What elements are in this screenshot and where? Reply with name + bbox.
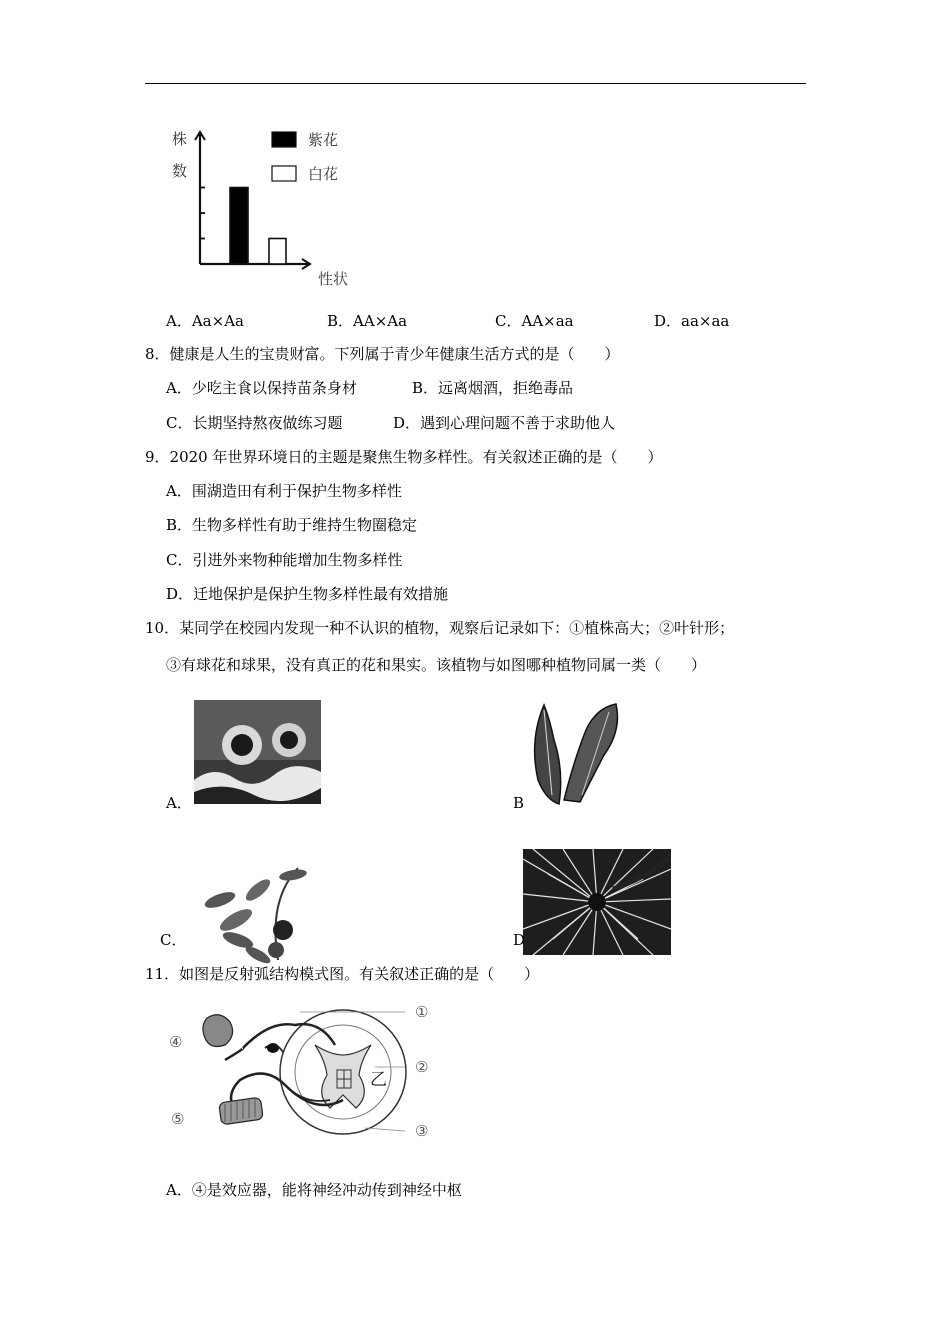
bar-white <box>269 239 286 265</box>
flower-bar-chart <box>160 118 390 298</box>
pine-icon <box>523 849 671 955</box>
seaweed-photo[interactable] <box>524 700 624 808</box>
legend-label-purple: 紫花 <box>308 131 339 149</box>
seaweed-icon <box>524 700 624 808</box>
q7-option-a[interactable]: A．Aa×Aa <box>166 312 244 330</box>
bar-purple <box>230 188 248 265</box>
sunflower-photo[interactable] <box>194 700 321 804</box>
q8-option-d[interactable]: D．遇到心理问题不善于求助他人 <box>393 414 616 432</box>
pine-photo[interactable] <box>523 849 671 955</box>
q8-option-a[interactable]: A．少吃主食以保持苗条身材 <box>166 379 357 397</box>
fern-icon <box>198 860 320 968</box>
q9-option-c[interactable]: C．引进外来物种能增加生物多样性 <box>166 551 403 569</box>
q10-option-b[interactable]: B <box>513 794 525 812</box>
legend-label-white: 白花 <box>308 165 339 183</box>
y-axis-label-1: 株 <box>172 130 188 148</box>
q7-option-c[interactable]: C．AA×aa <box>495 312 574 330</box>
label-4: ④ <box>169 1033 183 1051</box>
legend-swatch-purple <box>272 132 296 147</box>
q7-option-b[interactable]: B．AA×Aa <box>327 312 408 330</box>
q9-stem: 9．2020 年世界环境日的主题是聚焦生物多样性。有关叙述正确的是（ ） <box>145 448 663 466</box>
y-axis-label-2: 数 <box>172 162 188 180</box>
receptor <box>203 1015 233 1047</box>
q11-option-a[interactable]: A．④是效应器，能将神经冲动传到神经中枢 <box>166 1181 462 1199</box>
q10-option-c[interactable]: C． <box>160 931 187 949</box>
q10-stem-line2: ③有球花和球果，没有真正的花和果实。该植物与如图哪种植物同属一类（ ） <box>166 656 707 674</box>
q9-option-b[interactable]: B．生物多样性有助于维持生物圈稳定 <box>166 516 418 534</box>
sunflower-icon <box>194 700 321 804</box>
q9-option-d[interactable]: D．迁地保护是保护生物多样性最有效措施 <box>166 585 449 603</box>
x-axis-label: 性状 <box>318 270 349 288</box>
q8-option-c[interactable]: C．长期坚持熬夜做练习题 <box>166 414 343 432</box>
q8-stem: 8．健康是人生的宝贵财富。下列属于青少年健康生活方式的是（ ） <box>145 345 620 363</box>
label-3: ③ <box>415 1122 429 1140</box>
fern-photo[interactable] <box>198 860 320 968</box>
q10-option-d[interactable]: D <box>513 931 526 949</box>
q9-option-a[interactable]: A．围湖造田有利于保护生物多样性 <box>166 482 402 500</box>
q7-option-d[interactable]: D．aa×aa <box>654 312 730 330</box>
label-5: ⑤ <box>171 1110 185 1128</box>
reflex-arc-diagram <box>165 1000 435 1150</box>
q10-stem-line1: 10．某同学在校园内发现一种不认识的植物，观察后记录如下：①植株高大；②叶针形； <box>145 619 735 637</box>
label-2: ② <box>415 1058 429 1076</box>
q11-stem: 11．如图是反射弧结构模式图。有关叙述正确的是（ ） <box>145 965 540 983</box>
q10-option-a[interactable]: A． <box>166 794 192 812</box>
label-yi: 乙 <box>370 1070 387 1090</box>
legend-swatch-white <box>272 166 296 181</box>
q8-option-b[interactable]: B．远离烟酒，拒绝毒品 <box>412 379 574 397</box>
label-1: ① <box>415 1003 429 1021</box>
header-rule <box>145 83 806 84</box>
